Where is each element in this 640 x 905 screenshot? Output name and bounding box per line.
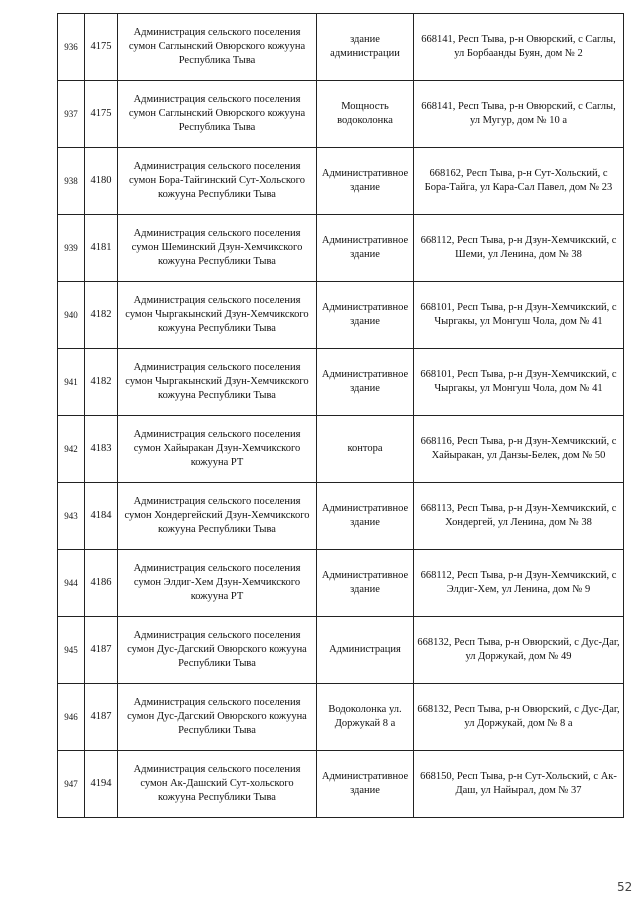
row-number-cell: 943: [58, 483, 85, 550]
table-row: [58, 416, 624, 483]
row-number-cell: 941: [58, 349, 85, 416]
registry-table: [57, 13, 624, 818]
owner-cell: Администрация сельского поселения сумон Дус-Дагский Овюрского кожууна Республики Тыва: [118, 617, 317, 684]
owner-cell: Администрация сельского поселения сумон Чыргакынский Дзун-Хемчикского кожууна Республики Тыва: [118, 349, 317, 416]
object-cell: Администрация: [317, 617, 414, 684]
row-number-cell: 945: [58, 617, 85, 684]
address-cell: 668101, Респ Тыва, р-н Дзун-Хемчикский, с Чыргакы, ул Монгуш Чола, дом № 41: [414, 349, 624, 416]
object-cell: Административное здание: [317, 148, 414, 215]
row-number-cell: 946: [58, 684, 85, 751]
address-cell: 668141, Респ Тыва, р-н Овюрский, с Саглы, ул Мугур, дом № 10 а: [414, 81, 624, 148]
table-row: [58, 684, 624, 751]
row-number-cell: 940: [58, 282, 85, 349]
code-cell: 4183: [85, 416, 118, 483]
object-cell: контора: [317, 416, 414, 483]
table-row: [58, 550, 624, 617]
table-row: [58, 215, 624, 282]
table-row: [58, 617, 624, 684]
code-cell: 4187: [85, 684, 118, 751]
row-number-cell: 944: [58, 550, 85, 617]
address-cell: 668132, Респ Тыва, р-н Овюрский, с Дус-Даг, ул Доржукай, дом № 49: [414, 617, 624, 684]
row-number-cell: 937: [58, 81, 85, 148]
code-cell: 4180: [85, 148, 118, 215]
row-number-cell: 938: [58, 148, 85, 215]
code-cell: 4175: [85, 81, 118, 148]
address-cell: 668112, Респ Тыва, р-н Дзун-Хемчикский, с Элдиг-Хем, ул Ленина, дом № 9: [414, 550, 624, 617]
object-cell: Административное здание: [317, 282, 414, 349]
table-row: [58, 14, 624, 81]
address-cell: 668162, Респ Тыва, р-н Сут-Хольский, с Бора-Тайга, ул Кара-Сал Павел, дом № 23: [414, 148, 624, 215]
code-cell: 4187: [85, 617, 118, 684]
object-cell: Мощность водоколонка: [317, 81, 414, 148]
code-cell: 4182: [85, 349, 118, 416]
page-number-mark: 52: [617, 880, 633, 894]
code-cell: 4186: [85, 550, 118, 617]
registry-rows: [58, 14, 624, 818]
row-number-cell: 942: [58, 416, 85, 483]
address-cell: 668101, Респ Тыва, р-н Дзун-Хемчикский, с Чыргакы, ул Монгуш Чола, дом № 41: [414, 282, 624, 349]
code-cell: 4194: [85, 751, 118, 818]
table-row: [58, 148, 624, 215]
object-cell: Административное здание: [317, 349, 414, 416]
code-cell: 4175: [85, 14, 118, 81]
code-cell: 4181: [85, 215, 118, 282]
address-cell: 668113, Респ Тыва, р-н Дзун-Хемчикский, с Хондергей, ул Ленина, дом № 38: [414, 483, 624, 550]
code-cell: 4182: [85, 282, 118, 349]
owner-cell: Администрация сельского поселения сумон Ак-Дашский Сут-хольского кожууна Республики Тыва: [118, 751, 317, 818]
row-number-cell: 947: [58, 751, 85, 818]
owner-cell: Администрация сельского поселения сумон Саглынский Овюрского кожууна Республика Тыва: [118, 81, 317, 148]
address-cell: 668112, Респ Тыва, р-н Дзун-Хемчикский, с Шеми, ул Ленина, дом № 38: [414, 215, 624, 282]
object-cell: Административное здание: [317, 215, 414, 282]
table-row: [58, 349, 624, 416]
table-row: [58, 483, 624, 550]
owner-cell: Администрация сельского поселения сумон Хайыракан Дзун-Хемчикского кожууна РТ: [118, 416, 317, 483]
code-cell: 4184: [85, 483, 118, 550]
table-row: [58, 81, 624, 148]
owner-cell: Администрация сельского поселения сумон Дус-Дагский Овюрского кожууна Республики Тыва: [118, 684, 317, 751]
address-cell: 668141, Респ Тыва, р-н Овюрский, с Саглы, ул Борбаанды Буян, дом № 2: [414, 14, 624, 81]
table-row: [58, 751, 624, 818]
row-number-cell: 939: [58, 215, 85, 282]
object-cell: Административное здание: [317, 751, 414, 818]
table-row: [58, 282, 624, 349]
object-cell: здание администрации: [317, 14, 414, 81]
owner-cell: Администрация сельского поселения сумон Шеминский Дзун-Хемчикского кожууна Республики Тыва: [118, 215, 317, 282]
owner-cell: Администрация сельского поселения сумон Саглынский Овюрского кожууна Республика Тыва: [118, 14, 317, 81]
object-cell: Водоколонка ул. Доржукай 8 а: [317, 684, 414, 751]
owner-cell: Администрация сельского поселения сумон Чыргакынский Дзун-Хемчикского кожууна Республики Тыва: [118, 282, 317, 349]
owner-cell: Администрация сельского поселения сумон Хондергейский Дзун-Хемчикского кожууна Республики Тыва: [118, 483, 317, 550]
address-cell: 668116, Респ Тыва, р-н Дзун-Хемчикский, с Хайыракан, ул Данзы-Белек, дом № 50: [414, 416, 624, 483]
owner-cell: Администрация сельского поселения сумон Бора-Тайгинский Сут-Хольского кожууна Республики Тыва: [118, 148, 317, 215]
address-cell: 668132, Респ Тыва, р-н Овюрский, с Дус-Даг, ул Доржукай, дом № 8 а: [414, 684, 624, 751]
address-cell: 668150, Респ Тыва, р-н Сут-Хольский, с Ак-Даш, ул Найырал, дом № 37: [414, 751, 624, 818]
owner-cell: Администрация сельского поселения сумон Элдиг-Хем Дзун-Хемчикского кожууна РТ: [118, 550, 317, 617]
row-number-cell: 936: [58, 14, 85, 81]
object-cell: Административное здание: [317, 483, 414, 550]
object-cell: Административное здание: [317, 550, 414, 617]
